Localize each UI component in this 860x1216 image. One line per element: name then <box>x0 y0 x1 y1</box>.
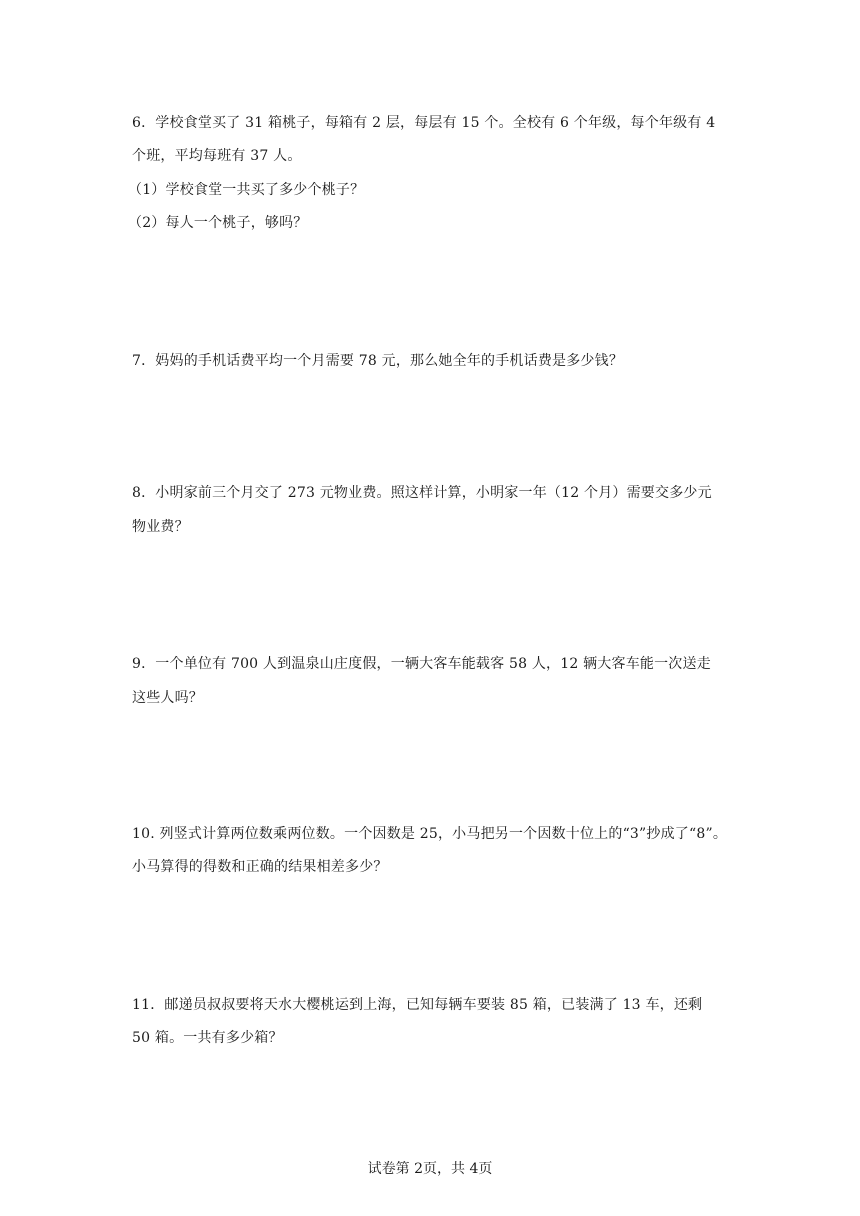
question-11-line-2: 50 箱。一共有多少箱？ <box>132 1030 283 1046</box>
question-8-line-2: 物业费？ <box>132 519 189 535</box>
question-6-subquestion-1: （1）学校食堂一共买了多少个桃子？ <box>128 182 365 198</box>
question-9-line-2: 这些人吗？ <box>132 690 203 706</box>
question-6-subquestion-2: （2）每人一个桃子，够吗？ <box>128 215 308 231</box>
question-8-line-1: 8．小明家前三个月交了 273 元物业费。照这样计算，小明家一年（12 个月）需要交多少元 <box>132 485 712 501</box>
question-6-line-2: 个班，平均每班有 37 人。 <box>132 148 302 164</box>
question-10-line-1: 10. 列竖式计算两位数乘两位数。一个因数是 25，小马把另一个因数十位上的“3”抄成了“8”。 <box>132 826 728 842</box>
page-footer: 试卷第 2页，共 4页 <box>367 1161 493 1177</box>
question-6-line-1: 6．学校食堂买了 31 箱桃子，每箱有 2 层，每层有 15 个。全校有 6 个年级，每个年级有 4 <box>132 115 716 131</box>
question-9-line-1: 9．一个单位有 700 人到温泉山庄度假，一辆大客车能载客 58 人，12 辆大客车能一次送走 <box>132 656 711 672</box>
question-7-line-1: 7．妈妈的手机话费平均一个月需要 78 元，那么她全年的手机话费是多少钱？ <box>132 353 624 369</box>
question-11-line-1: 11．邮递员叔叔要将天水大樱桃运到上海，已知每辆车要装 85 箱，已装满了 13 车，还剩 <box>132 997 703 1013</box>
question-10-line-2: 小马算得的得数和正确的结果相差多少？ <box>132 859 388 875</box>
